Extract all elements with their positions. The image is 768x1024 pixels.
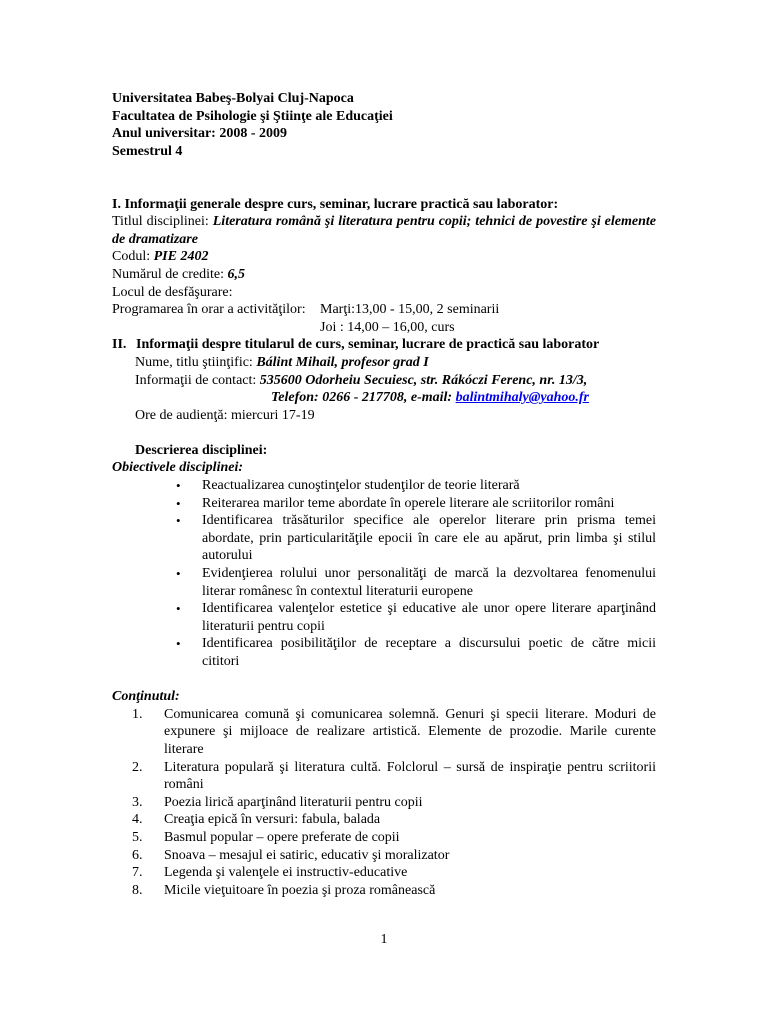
instructor-name [112,354,656,372]
academic-year: Anul universitar: 2008 - 2009 [112,126,287,142]
bullet-icon: • [176,636,181,652]
list-item: • Identificarea posibilităţilor de receptare a discursului poetic de către micii cititori [176,636,656,669]
office-hours [112,407,656,425]
list-item: 2. Literatura populară şi literatura cultă. Folclorul – sursă de inspiraţie pentru scriitorii români [132,759,656,793]
contact-label: Informaţii de contact: [135,372,260,388]
description-heading: Descrierea disciplinei: [135,442,268,458]
section2-heading-row [112,336,656,354]
contact-phone-row [112,389,656,407]
office-hours-label: Ore de audienţă: [135,407,232,423]
bullet-icon: • [176,601,181,617]
contact-phone: Telefon: 0266 - 217708, e-mail: [271,390,456,406]
course-code-value: PIE 2402 [153,249,209,265]
credits-value: 6,5 [227,266,245,282]
document-page [112,90,656,899]
content-list [112,706,656,900]
instructor-name-label: Nume, titlu ştiinţific: [135,354,257,370]
section1-heading: I. Informaţii generale despre curs, seminar, lucrare practică sau laborator: [112,196,559,212]
list-item: • Reiterarea marilor teme abordate în operele literare ale scriitorilor români [176,495,615,511]
objectives-heading: Obiectivele disciplinei: [112,460,244,476]
list-item: 8. Micile vieţuitoare în poezia şi proza românească [132,882,436,898]
list-item: 7. Legenda şi valenţele ei instructiv-educative [132,865,408,881]
credits-label: Numărul de credite: [112,266,228,282]
email-link[interactable]: balintmihaly@yahoo.fr [455,390,589,406]
course-code [112,248,656,266]
schedule-row-1 [112,301,656,319]
section2-number: II. [112,337,127,353]
list-item: • Reactualizarea cunoştinţelor studenţilor de teorie literară [176,478,520,494]
bullet-icon: • [176,495,181,511]
list-item: • Identificarea valenţelor estetice şi educative ale unor opere literare aparţinând literaturii pentru copii [176,601,656,634]
contact-address: 535600 Odorheiu Secuiesc, str. Rákóczi Ferenc, nr. 13/3, [259,372,588,388]
credits [112,266,656,284]
semester: Semestrul 4 [112,143,183,159]
faculty-name: Facultatea de Psihologie şi Ştiinţe ale Educaţiei [112,108,393,124]
schedule-row-2 [112,319,656,337]
list-item: 6. Snoava – mesajul ei satiric, educativ şi moralizator [132,847,450,863]
schedule-line-2: Joi : 14,00 – 16,00, curs [320,319,455,335]
bullet-icon: • [176,566,181,582]
schedule-label: Programarea în orar a activităţilor: [112,302,306,318]
content-heading: Conţinutul: [112,689,180,705]
section2-heading: Informaţii despre titularul de curs, seminar, lucrare de practică sau laborator [136,337,600,353]
list-item: 5. Basmul popular – opere preferate de copii [132,829,400,845]
course-code-label: Codul: [112,249,154,265]
list-item: • Evidenţierea rolului unor personalităţi de marcă la dezvoltarea fenomenului literar românesc în contextul literaturii europene [176,566,656,599]
bullet-icon: • [176,478,181,494]
location-label: Locul de desfăşurare: [112,284,233,300]
course-title [112,213,656,248]
schedule-line-1: Marţi:13,00 - 15,00, 2 seminarii [320,302,500,318]
list-item: 4. Creaţia epică în versuri: fabula, balada [132,812,381,828]
page-number: 1 [380,932,388,947]
list-item: 3. Poezia lirică aparţinând literaturii pentru copii [132,794,423,810]
objectives-list [112,477,656,671]
bullet-icon: • [176,513,181,529]
list-item: 1. Comunicarea comună şi comunicarea solemnă. Genuri şi specii literare. Moduri de expunere şi mijloace de realizare artistică. Elemente de prozodie. Marile curente literare [132,706,656,757]
course-title-label: Titlul disciplinei: [112,214,213,230]
list-item: • Identificarea trăsăturilor specifice ale operelor literare prin prisma temei abordate, prin particularităţile epocii în care ele au apărut, prin limba şi stilul autorului [176,513,656,564]
contact-info [112,372,656,390]
instructor-name-value: Bálint Mihail, profesor grad I [256,354,429,370]
university-name: Universitatea Babeş-Bolyai Cluj-Napoca [112,91,354,106]
office-hours-value: miercuri 17-19 [231,407,315,423]
course-title-value: Literatura română şi literatura pentru copii; tehnici de povestire şi elemente de dramatizare [112,214,656,247]
